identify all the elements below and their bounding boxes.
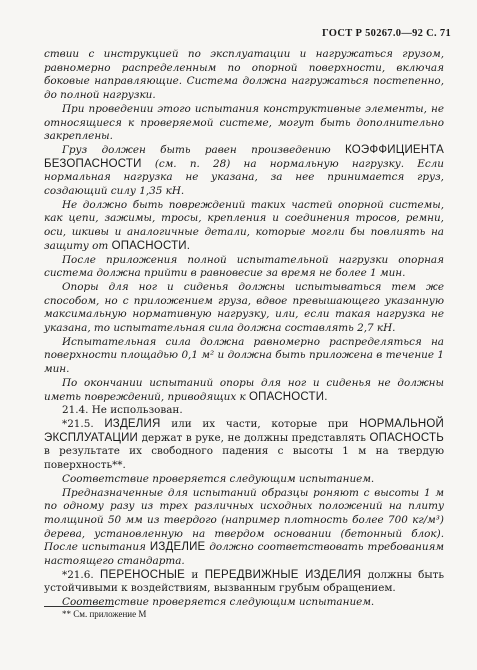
term-text: ОПАСНОСТИ.: [249, 390, 328, 403]
paragraph-text: Груз должен быть равен произведению: [62, 143, 345, 156]
footnote: ** См. приложение М: [62, 609, 147, 619]
term-text: ПЕРЕНОСНЫЕ: [100, 568, 186, 581]
paragraph-text: ствии с инструкцией по эксплуатации и нагружаться грузом, равномерно распределенным по опорной поверхности, включая боковые направляющие. Система должна нагружаться постепенно, до полной нагрузки.: [44, 48, 444, 102]
term-text: ИЗДЕЛИЯ: [104, 417, 161, 430]
paragraph: [44, 418, 444, 473]
paragraph: [44, 404, 444, 418]
term-text: ИЗДЕЛИЕ: [149, 541, 206, 554]
paragraph-text: *21.6.: [62, 568, 101, 581]
paragraph-text: или их части, которые при: [160, 417, 360, 430]
paragraph-text: должно соответствовать требованиям настоящего стандарта.: [44, 541, 445, 568]
document-body: [44, 48, 444, 610]
paragraph-text: *21.5.: [62, 417, 105, 430]
paragraph-text: и: [185, 568, 205, 581]
paragraph: [44, 336, 444, 377]
paragraph-text: должны быть устойчивыми к воздействиям, вызванным грубым обращением.: [44, 568, 445, 595]
term-text: КОЭФФИЦИЕНТА БЕЗОПАСНОСТИ: [44, 143, 444, 170]
term-text: ПЕРЕДВИЖНЫЕ ИЗДЕЛИЯ: [204, 568, 362, 581]
paragraph-text: Испытательная сила должна равномерно распределяться на поверхности площадью 0,1 м² и должна быть приложена в течение 1 мин.: [44, 335, 444, 376]
paragraph-text: Не должно быть повреждений таких частей опорной системы, как цепи, зажимы, тросы, крепления и соединения тросов, ремни, оси, шкивы и аналогичные детали, которые могли бы повлиять на защиту от: [44, 198, 444, 252]
footnote-divider: [44, 606, 114, 607]
paragraph: [44, 144, 444, 199]
paragraph: [44, 596, 444, 610]
term-text: ОПАСНОСТЬ: [369, 431, 444, 444]
paragraph: [44, 377, 444, 404]
page-header: ГОСТ Р 50267.0—92 С. 71: [322, 28, 451, 39]
paragraph: [44, 199, 444, 254]
paragraph-text: Предназначенные для испытаний образцы роняют с высоты 1 м по одному разу из трех различных исходных положений на плиту толщиной 50 мм из твердого (например плотность более 700 кг/м³) дерева, установленную на твердом основании (бетонный блок). После испытания: [44, 486, 444, 554]
paragraph-text: Опоры для ног и сиденья должны испытываться тем же способом, но с приложением груза, вдвое превышающего указанную максимальную нормативную нагрузку, или, если такая нагрузка не указана, то испытательная сила должна составлять 2,7 кН.: [44, 280, 444, 335]
paragraph-text: Соответствие проверяется следующим испытанием.: [62, 596, 375, 609]
paragraph-text: По окончании испытаний опоры для ног и сиденья не должны иметь повреждений, приводящих к: [44, 376, 444, 403]
paragraph: [44, 254, 444, 281]
paragraph-text: (см. п. 28) на нормальную нагрузку. Если нормальная нагрузка не указана, за нее принимается груз, создающий силу 1,35 кН.: [44, 157, 444, 198]
paragraph: [44, 473, 444, 487]
paragraph-text: При проведении этого испытания конструктивные элементы, не относящиеся к проверяемой системе, могут быть дополнительно закреплены.: [44, 102, 444, 143]
paragraph: [44, 281, 444, 336]
paragraph-text: в результате их свободного падения с высоты 1 м на твердую поверхность**.: [44, 445, 444, 472]
term-text: НОРМАЛЬНОЙ ЭКСПЛУАТАЦИИ: [44, 417, 444, 444]
paragraph-text: Соответствие проверяется следующим испытанием.: [62, 472, 375, 485]
paragraph: [44, 103, 444, 144]
paragraph: [44, 569, 444, 596]
paragraph: [44, 487, 444, 569]
paragraph-text: держат в руке, не должны представлять: [138, 431, 370, 444]
paragraph: [44, 48, 444, 103]
paragraph-text: 21.4. Не использован.: [62, 404, 183, 417]
paragraph-text: После приложения полной испытательной нагрузки опорная система должна прийти в равновесие за время не более 1 мин.: [44, 253, 444, 280]
term-text: ОПАСНОСТИ.: [111, 239, 191, 252]
